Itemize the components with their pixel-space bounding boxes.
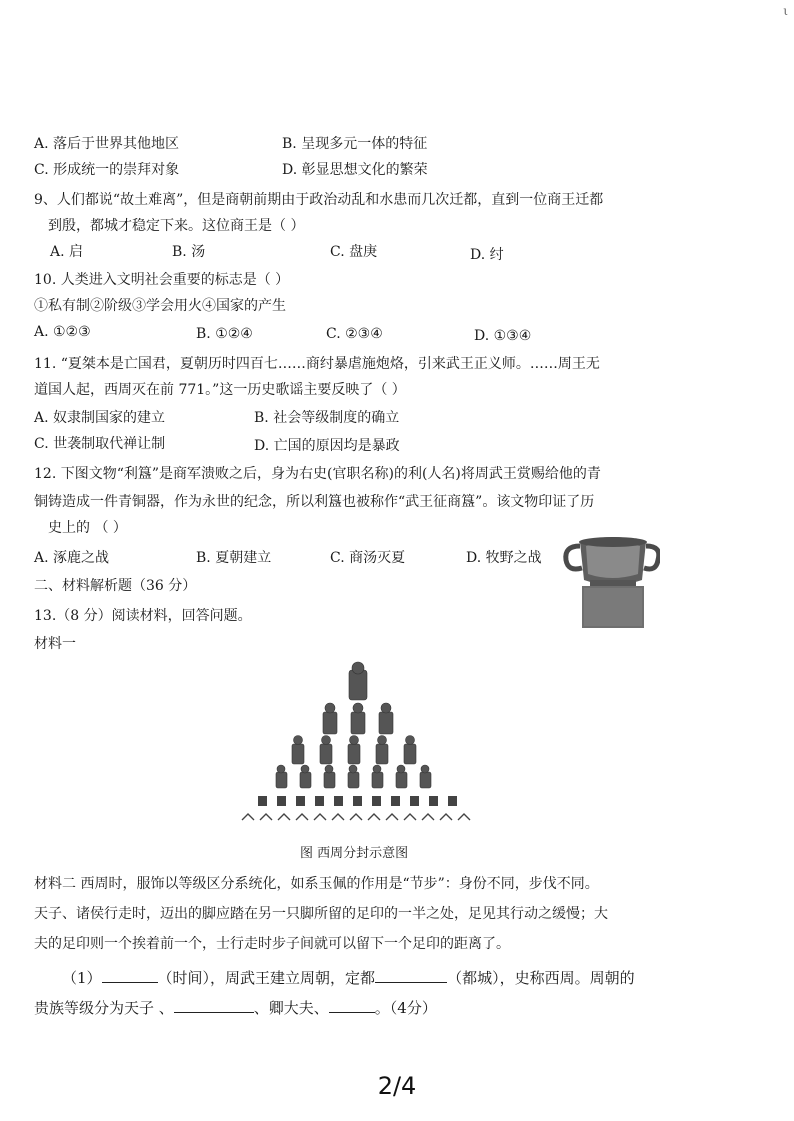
material2-line2: 天子、诸侯行走时，迈出的脚应踏在另一只脚所留的足印的一半之处，足见其行动之缓慢；大	[34, 906, 608, 922]
material2-line1: 材料二 西周时，服饰以等级区分系统化，如系玉佩的作用是“节步”：身份不同，步伐不同。	[34, 876, 599, 892]
q13-sub1-text-c: 贵族等级分为天子 、	[34, 999, 174, 1017]
q11-stem-line2: 道国人起，西周灭在前 771。”这一历史歌谣主要反映了（ ）	[34, 382, 406, 398]
corner-mark: ι	[783, 4, 788, 18]
q11-option-c: C. 世袭制取代禅让制	[34, 436, 166, 452]
q9-option-c: C. 盘庚	[330, 244, 378, 260]
q12-stem-line1: 12. 下图文物“利簋”是商军溃败之后，身为右史(官职名称)的利(人名)将周武王赏赐给他的青	[34, 466, 601, 482]
q9-option-d: D. 纣	[470, 247, 504, 263]
q13-sub1-number: （1）	[62, 969, 102, 987]
answer-blank-capital[interactable]	[375, 966, 447, 983]
q13-sub1-text-a: （时间），周武王建立周朝，定都	[157, 969, 376, 987]
q8-option-a: A. 落后于世界其他地区	[34, 136, 180, 152]
q11-option-d: D. 亡国的原因均是暴政	[254, 438, 400, 454]
page-number: 2/4	[377, 1072, 417, 1100]
q13-sub1-text-e: 。（4分）	[374, 999, 437, 1017]
q10-option-d: D. ①③④	[474, 328, 532, 344]
q9-option-a: A. 启	[50, 244, 84, 260]
q10-option-b: B. ①②④	[196, 326, 253, 342]
enfeoffment-pyramid-figure	[230, 660, 490, 838]
q9-option-b: B. 汤	[172, 244, 206, 260]
q11-option-a: A. 奴隶制国家的建立	[34, 410, 166, 426]
q12-option-d: D. 牧野之战	[466, 550, 542, 566]
q12-option-c: C. 商汤灭夏	[330, 550, 406, 566]
q11-option-b: B. 社会等级制度的确立	[254, 410, 400, 426]
q9-stem-line2: 到殷，都城才稳定下来。这位商王是（ ）	[48, 218, 305, 234]
q8-option-b: B. 呈现多元一体的特征	[282, 136, 428, 152]
q8-option-c: C. 形成统一的崇拜对象	[34, 162, 180, 178]
q12-stem-line2: 铜铸造成一件青铜器，作为永世的纪念，所以利簋也被称作“武王征商簋”。该文物印证了历	[34, 494, 595, 510]
q11-stem-line1: 11. “夏桀本是亡国君，夏朝历时四百七……商纣暴虐施炮烙，引来武王正义师。……周王无	[34, 356, 600, 372]
q8-option-d: D. 彰显思想文化的繁荣	[282, 162, 428, 178]
q13-material1-label: 材料一	[34, 636, 76, 652]
q12-stem-line3: 史上的 （ ）	[48, 520, 127, 536]
q13-sub1-line2	[34, 996, 437, 1018]
q9-stem-line1: 9、人们都说“故土难离”，但是商朝前期由于政治动乱和水患而几次迁都，直到一位商王迁都	[34, 192, 604, 208]
q13-intro: 13.（8 分）阅读材料，回答问题。	[34, 608, 252, 624]
q10-option-c: C. ②③④	[326, 326, 383, 342]
q10-stem-line2: ①私有制②阶级③学会用火④国家的产生	[34, 298, 286, 314]
q10-option-a: A. ①②③	[34, 324, 91, 340]
material2-line3: 夫的足印则一个挨着前一个，士行走时步子间就可以留下一个足印的距离了。	[34, 936, 510, 952]
q12-option-a: A. 涿鹿之战	[34, 550, 110, 566]
q10-stem-line1: 10. 人类进入文明社会重要的标志是（ ）	[34, 272, 290, 288]
figure-caption: 图 西周分封示意图	[300, 846, 409, 861]
answer-blank-rank-2[interactable]	[174, 996, 254, 1013]
answer-blank-time[interactable]	[102, 966, 158, 983]
section-2-heading: 二、材料解析题（36 分）	[34, 578, 197, 594]
q13-sub1-text-d: 、卿大夫、	[253, 999, 329, 1017]
q13-sub1-line1	[62, 966, 635, 988]
answer-blank-rank-4[interactable]	[329, 996, 375, 1013]
q13-sub1-text-b: （都城），史称西周。周朝的	[447, 969, 635, 987]
q12-option-b: B. 夏朝建立	[196, 550, 272, 566]
li-gui-bronze-vessel-image	[560, 528, 660, 628]
